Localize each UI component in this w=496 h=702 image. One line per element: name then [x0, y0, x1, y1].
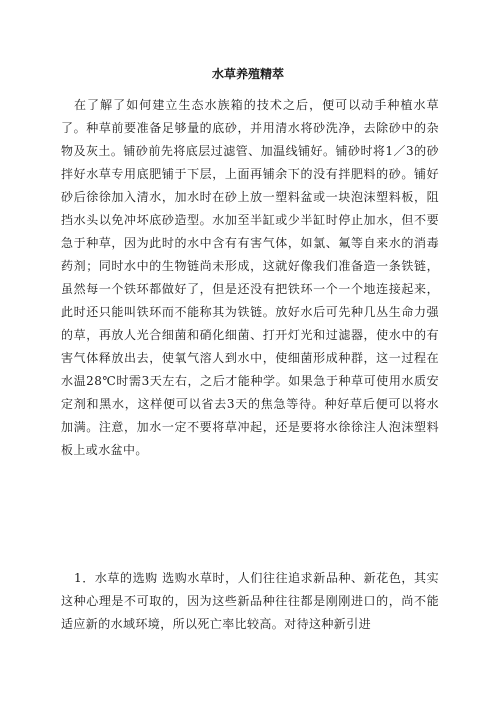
body-paragraph-1: 在了解了如何建立生态水族箱的技术之后，便可以动手种植水草了。种草前要准备足够量的底砂，并用清水将砂洗净，去除砂中的杂物及灰土。铺砂前先将底层过滤管、加温线铺好。铺砂时将1／3的砂拌好水草专用底肥铺于下层，上面再铺余下的没有拌肥料的砂。铺好砂后徐徐加入清水，加水时在砂上放一塑料盆或一块泡沫塑料板，阻挡水头以免冲坏底砂造型。水加至半缸或少半缸时停止加水，但不要急于种草，因为此时的水中含有有害气体，如氯、氟等自来水的消毒药剂；同时水中的生物链尚未形成，这就好像我们准备造一条铁链，虽然每一个铁环都做好了，但是还没有把铁环一个一个地连接起来，此时还只能叫铁环而不能称其为铁链。放好水后可先种几丛生命力强的草，再放人光合细菌和硝化细菌、打开灯光和过滤器，使水中的有害气体释放出去，使氧气溶人到水中，使细菌形成种群，这一过程在水温28℃时需3天左右，之后才能种学。如果急于种草可使用水质安定剂和黑水，这样便可以省去3天的焦急等待。种好草后便可以将水加满。注意，加水一定不要将草冲起，还是要将水徐徐注人泡沫塑料板上或水盆中。	[61, 98, 439, 457]
document-title: 水草养殖精萃	[211, 67, 284, 81]
body-paragraph-2: 1．水草的选购 选购水草时，人们往往追求新品种、新花色，其实这种心理是不可取的，因为这些新品种往往都是刚刚进口的，尚不能适应新的水域环境，所以死亡率比较高。对待这种新引进	[61, 571, 439, 631]
